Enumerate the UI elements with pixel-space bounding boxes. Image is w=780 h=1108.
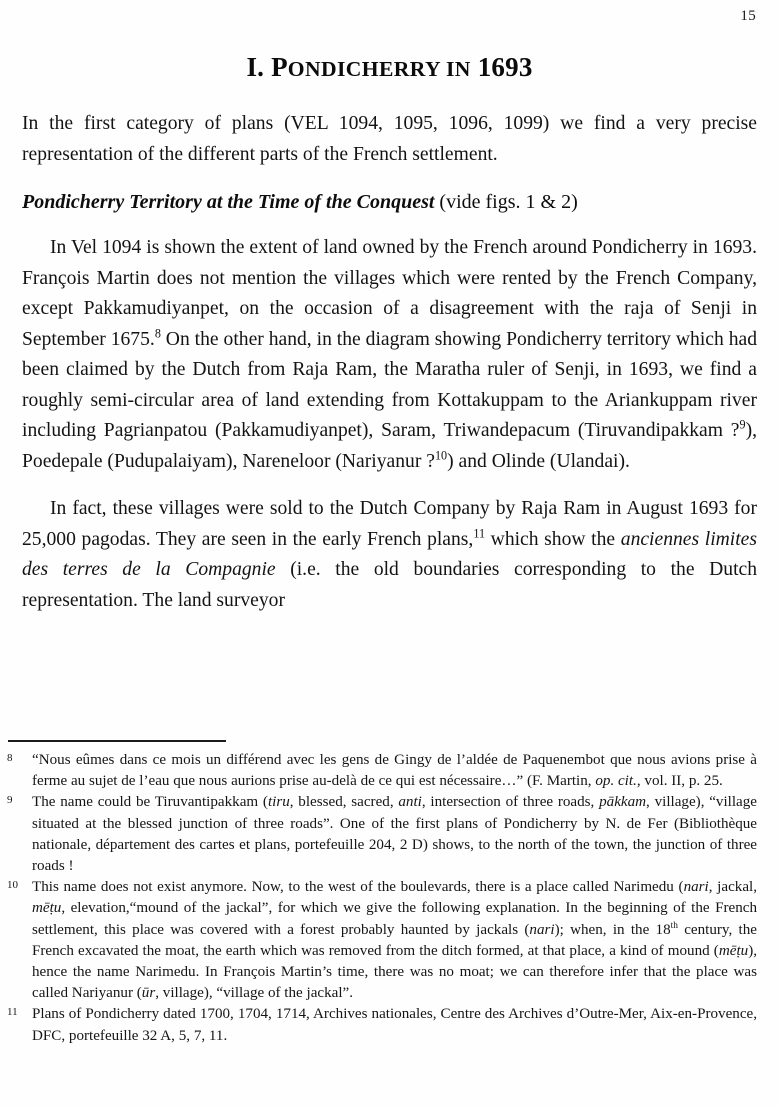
footnote-separator <box>8 740 226 742</box>
footnote-text: , jackal, <box>708 879 757 896</box>
chapter-title-year: 1693 <box>477 52 533 82</box>
para2-segment-1: In Vel 1094 is shown the extent of land owned by the French around Pondicherry in 1693. François Martin does not mention the villages which were rented by the French Company, except Pakkamudiyanpet, on the occasion of a disagreement with the raja of Senji in September 1675. <box>22 237 757 350</box>
text-column <box>22 52 757 633</box>
para2-segment-4: ) and Olinde (Ulandai). <box>447 450 630 472</box>
footnote-ref-11[interactable]: 11 <box>473 526 486 541</box>
footnote-text: ), hence the name Narimedu. In François Martin’s time, there was no moat; we can therefore infer that the place was called Nariyanur ( <box>32 942 757 1002</box>
paragraph-vel-1094 <box>22 233 757 477</box>
footnote-ref-8[interactable]: 8 <box>154 326 161 341</box>
para2-segment-2: On the other hand, in the diagram showing Pondicherry territory which had been claimed by the Dutch from Raja Ram, the Maratha ruler of Senji, in 1693, we find a roughly semi-circular area of land extending from Kottakuppam to the Ariankuppam river including Pagrianpatou (Pakkamudiyanpet), Saram, Triwandepacum (Tiruvandipakkam ? <box>22 328 757 442</box>
footnote-9 <box>7 792 757 877</box>
para3-segment-3: (i.e. the old boundaries corresponding to the Dutch representation. The land surveyor <box>22 559 758 611</box>
footnote-text: , intersection of three roads, <box>421 794 600 811</box>
section-heading-italic: Pondicherry Territory at the Time of the Conquest <box>22 191 435 214</box>
chapter-title-smallcaps: ONDICHERRY IN <box>287 57 471 81</box>
footnote-11 <box>7 1004 757 1046</box>
footnote-text: century, the French excavated the moat, the earth which was removed from the ditch formed, at that place, a kind of mound ( <box>32 921 757 959</box>
footnote-italic-term: nari <box>683 879 709 896</box>
footnote-text: , vol. II, p. 25. <box>636 773 723 790</box>
footnote-marker-8[interactable]: 8 <box>7 752 13 764</box>
footnote-text: , village), “village of the jackal”. <box>155 985 354 1002</box>
footnote-marker-10[interactable]: 10 <box>7 879 18 892</box>
section-heading-roman: (vide figs. 1 & 2) <box>434 191 578 214</box>
footnote-italic-term: nari <box>529 921 555 938</box>
footnote-ref-9[interactable]: 9 <box>739 417 746 432</box>
footnote-superscript: th <box>670 920 678 931</box>
footnote-text: , blessed, sacred, <box>289 794 399 811</box>
para3-segment-2: which show the <box>485 528 621 550</box>
footnote-8 <box>7 750 757 792</box>
para2-segment-3: ), Poedepale (Pudupalaiyam), Nareneloor (Nariyanur ? <box>22 420 757 472</box>
paragraph-villages-sold <box>22 494 757 616</box>
footnote-text: , elevation,“mound of the jackal”, for which we give the following explanation. In the beginning of the French settlement, this place was covered with a forest probably haunted by jackals ( <box>32 900 757 938</box>
chapter-title-lead: P <box>271 52 288 82</box>
footnote-text: The name could be Tiruvantipakkam ( <box>32 794 268 811</box>
footnote-text: “Nous eûmes dans ce mois un différend avec les gens de Gingy de l’aldée de Paquenembot que nous avions prise à ferme au sujet de l’eau que nous aurions prise au-delà de ce qui est nécessaire…” (F. Martin, <box>32 752 757 790</box>
chapter-heading <box>22 52 757 83</box>
footnote-marker-9[interactable]: 9 <box>7 794 13 807</box>
footnote-ref-10[interactable]: 10 <box>434 448 448 463</box>
intro-paragraph: In the first category of plans (VEL 1094, 1095, 1096, 1099) we find a very precise representation of the different parts of the French settlement. <box>22 113 757 165</box>
footnote-text: , village), “village situated at the blessed junction of three roads”. One of the first plans of Pondicherry by N. de Fer (Bibliothèque nationale, département des cartes et plans, portefeuille 204, 2 D) shows, to the north of the town, the junction of three roads ! <box>32 794 758 875</box>
footnote-italic-term: op. cit. <box>595 773 637 790</box>
footnote-italic-term: tiru <box>267 794 290 811</box>
footnote-text: Plans of Pondicherry dated 1700, 1704, 1714, Archives nationales, Centre des Archives d’Outre-Mer, Aix-en-Provence, DFC, portefeuille 32 A, 5, 7, 11. <box>32 1006 757 1044</box>
section-heading <box>22 187 757 217</box>
chapter-number: I. <box>246 52 265 82</box>
footnote-italic-term: mēṭu <box>32 900 62 917</box>
footnote-italic-term: pākkam <box>599 794 647 811</box>
footnote-10 <box>7 877 757 1004</box>
page-number: 15 <box>740 8 756 24</box>
footnote-text: This name does not exist anymore. Now, to the west of the boulevards, there is a place called Narimedu ( <box>32 879 684 896</box>
para3-italic-phrase: anciennes limites des terres de la Compagnie <box>22 528 757 581</box>
footnote-marker-11[interactable]: 11 <box>7 1006 18 1019</box>
footnote-italic-term: anti <box>398 794 422 811</box>
footnote-italic-term: ūr <box>141 985 156 1002</box>
para3-segment-1: In fact, these villages were sold to the Dutch Company by Raja Ram in August 1693 for 25,000 pagodas. They are seen in the early French plans, <box>22 498 757 550</box>
footnote-italic-term: mēṭu <box>718 942 749 959</box>
footnote-text: ); when, in the 18 <box>554 921 671 938</box>
footnotes-block <box>7 750 757 1047</box>
